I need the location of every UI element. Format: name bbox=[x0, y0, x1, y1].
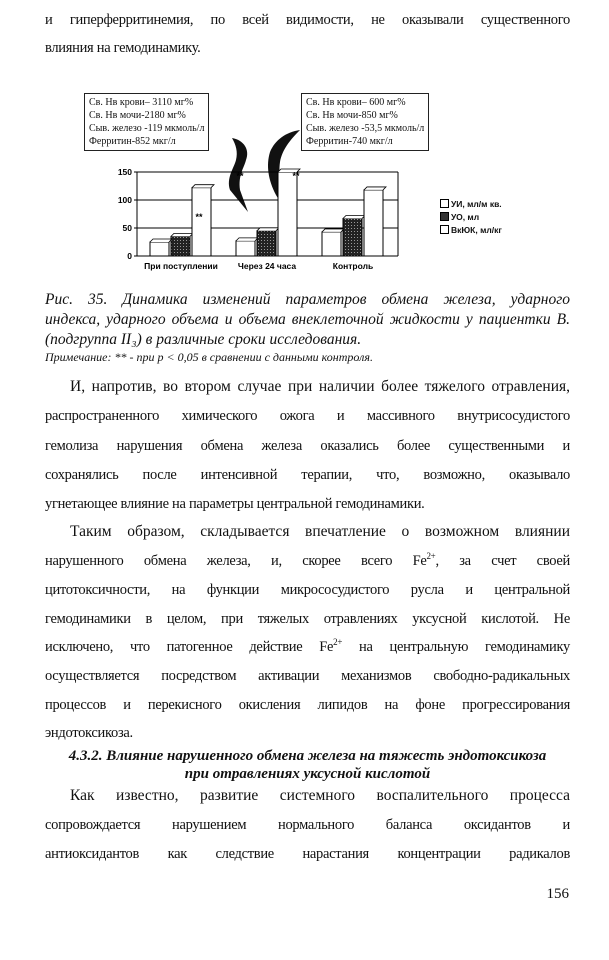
text-line: распространенного химического ожога и массивного внутрисосудистого bbox=[45, 408, 570, 424]
text-line: сопровождается нарушением нормального баланса оксидантов и bbox=[45, 817, 570, 833]
box-line: Сыв. железо -53,5 мкмоль/л bbox=[306, 123, 425, 134]
figure-caption: (подгруппа II₃) в различные сроки исследования. bbox=[45, 331, 362, 348]
bar-top bbox=[171, 233, 193, 236]
legend-item bbox=[440, 211, 502, 224]
text-line: сохранялись после интенсивной терапии, что, возможно, оказывало bbox=[45, 467, 570, 483]
bar-top bbox=[192, 185, 214, 188]
box-line: Св. Нв мочи-850 мг% bbox=[306, 110, 398, 121]
bar bbox=[150, 242, 169, 256]
significance-label: ** bbox=[292, 171, 300, 181]
text-line: и гиперферритинемия, по всей видимости, не оказывали существенного bbox=[45, 12, 570, 28]
legend-label: УО, мл bbox=[451, 212, 480, 222]
box-line: Св. Нв крови– 600 мг% bbox=[306, 97, 406, 108]
text-line: процессов и перекисного окисления липидов на фоне прогрессирования bbox=[45, 697, 570, 713]
bar-top bbox=[343, 215, 365, 218]
bar-top bbox=[322, 229, 344, 232]
legend-label: ВкЮК, мл/кг bbox=[451, 225, 502, 235]
text-line: гемодинамики в целом, при тяжелых отравлениях уксусной кислотой. Не bbox=[45, 611, 570, 627]
x-tick-label: Контроль bbox=[332, 261, 374, 271]
significance-label: ** bbox=[195, 212, 203, 222]
page-number: 156 bbox=[546, 886, 569, 902]
text-line: гемолиза нарушения обмена железа оказались более существенными и bbox=[45, 438, 570, 454]
bar bbox=[322, 232, 341, 256]
superscript: 2+ bbox=[333, 637, 343, 648]
y-tick-label: 50 bbox=[122, 223, 132, 233]
text-span: исключено, что патогенное действие Fe bbox=[45, 639, 334, 655]
text-span: нарушенного обмена железа, и, скорее всего Fe bbox=[45, 553, 427, 569]
text-line: И, напротив, во втором случае при наличии более тяжелого отравления, bbox=[70, 378, 570, 395]
box-line: Св. Нв крови– 3110 мг% bbox=[89, 97, 194, 108]
y-tick-label: 150 bbox=[117, 167, 132, 177]
bar bbox=[364, 190, 383, 256]
section-heading: при отравлениях уксусной кислотой bbox=[184, 766, 431, 782]
text-line: цитотоксичности, на функции микрососудистого русла и центральной bbox=[45, 582, 570, 598]
bar bbox=[236, 241, 255, 256]
legend-item bbox=[440, 224, 502, 237]
y-tick-label: 100 bbox=[117, 195, 132, 205]
legend-label: УИ, мл/м кв. bbox=[451, 199, 502, 209]
x-tick-label: Через 24 часа bbox=[237, 261, 297, 271]
section-heading: 4.3.2. Влияние нарушенного обмена железа на тяжесть эндотоксикоза bbox=[68, 748, 547, 764]
text-line: угнетающее влияние на параметры центральной гемодинамики. bbox=[45, 496, 425, 512]
significance-label: ** bbox=[236, 171, 244, 181]
text-line: Таким образом, складывается впечатление о возможном влиянии bbox=[70, 523, 570, 540]
text-line: Как известно, развитие системного воспалительного процесса bbox=[70, 787, 570, 804]
bar bbox=[343, 218, 362, 256]
bar-top bbox=[257, 228, 279, 231]
text-line: влияния на гемодинамику. bbox=[45, 40, 201, 56]
x-tick-label: При поступлении bbox=[144, 261, 218, 271]
text-span: , за счет своей bbox=[435, 553, 570, 569]
box-line: Сыв. железо -119 мкмоль/л bbox=[89, 123, 205, 134]
legend-swatch-white bbox=[440, 199, 449, 208]
bar-top bbox=[364, 187, 386, 190]
text-line: антиоксидантов как следствие нарастания концентрации радикалов bbox=[45, 846, 570, 862]
bar-top bbox=[150, 239, 172, 242]
y-tick-label: 0 bbox=[127, 251, 132, 261]
figure-caption: Рис. 35. Динамика изменений параметров обмена железа, ударного bbox=[45, 291, 570, 308]
superscript: 2+ bbox=[426, 551, 436, 562]
legend-swatch-white bbox=[440, 225, 449, 234]
text-line: эндотоксикоза. bbox=[45, 725, 133, 741]
bar bbox=[257, 231, 276, 256]
legend-item bbox=[440, 198, 502, 211]
bar bbox=[171, 236, 190, 256]
text-line bbox=[45, 637, 570, 657]
bar bbox=[278, 172, 297, 256]
text-line bbox=[45, 551, 570, 571]
text-line: осуществляется посредством активации механизмов свободно-радикальных bbox=[45, 668, 570, 684]
chart-legend bbox=[440, 198, 502, 237]
bar-top bbox=[236, 238, 258, 241]
box-line: Ферритин-740 мкг/л bbox=[306, 136, 393, 147]
figure-note: Примечание: ** - при р < 0,05 в сравнении с данными контроля. bbox=[45, 350, 373, 364]
text-span: на центральную гемодинамику bbox=[342, 639, 571, 655]
figure-caption: индекса, ударного объема и объема внеклеточной жидкости у пациентки В. bbox=[45, 311, 570, 328]
legend-swatch-dark bbox=[440, 212, 449, 221]
box-line: Ферритин-852 мкг/л bbox=[89, 136, 176, 147]
box-line: Св. Нв мочи-2180 мг% bbox=[89, 110, 186, 121]
